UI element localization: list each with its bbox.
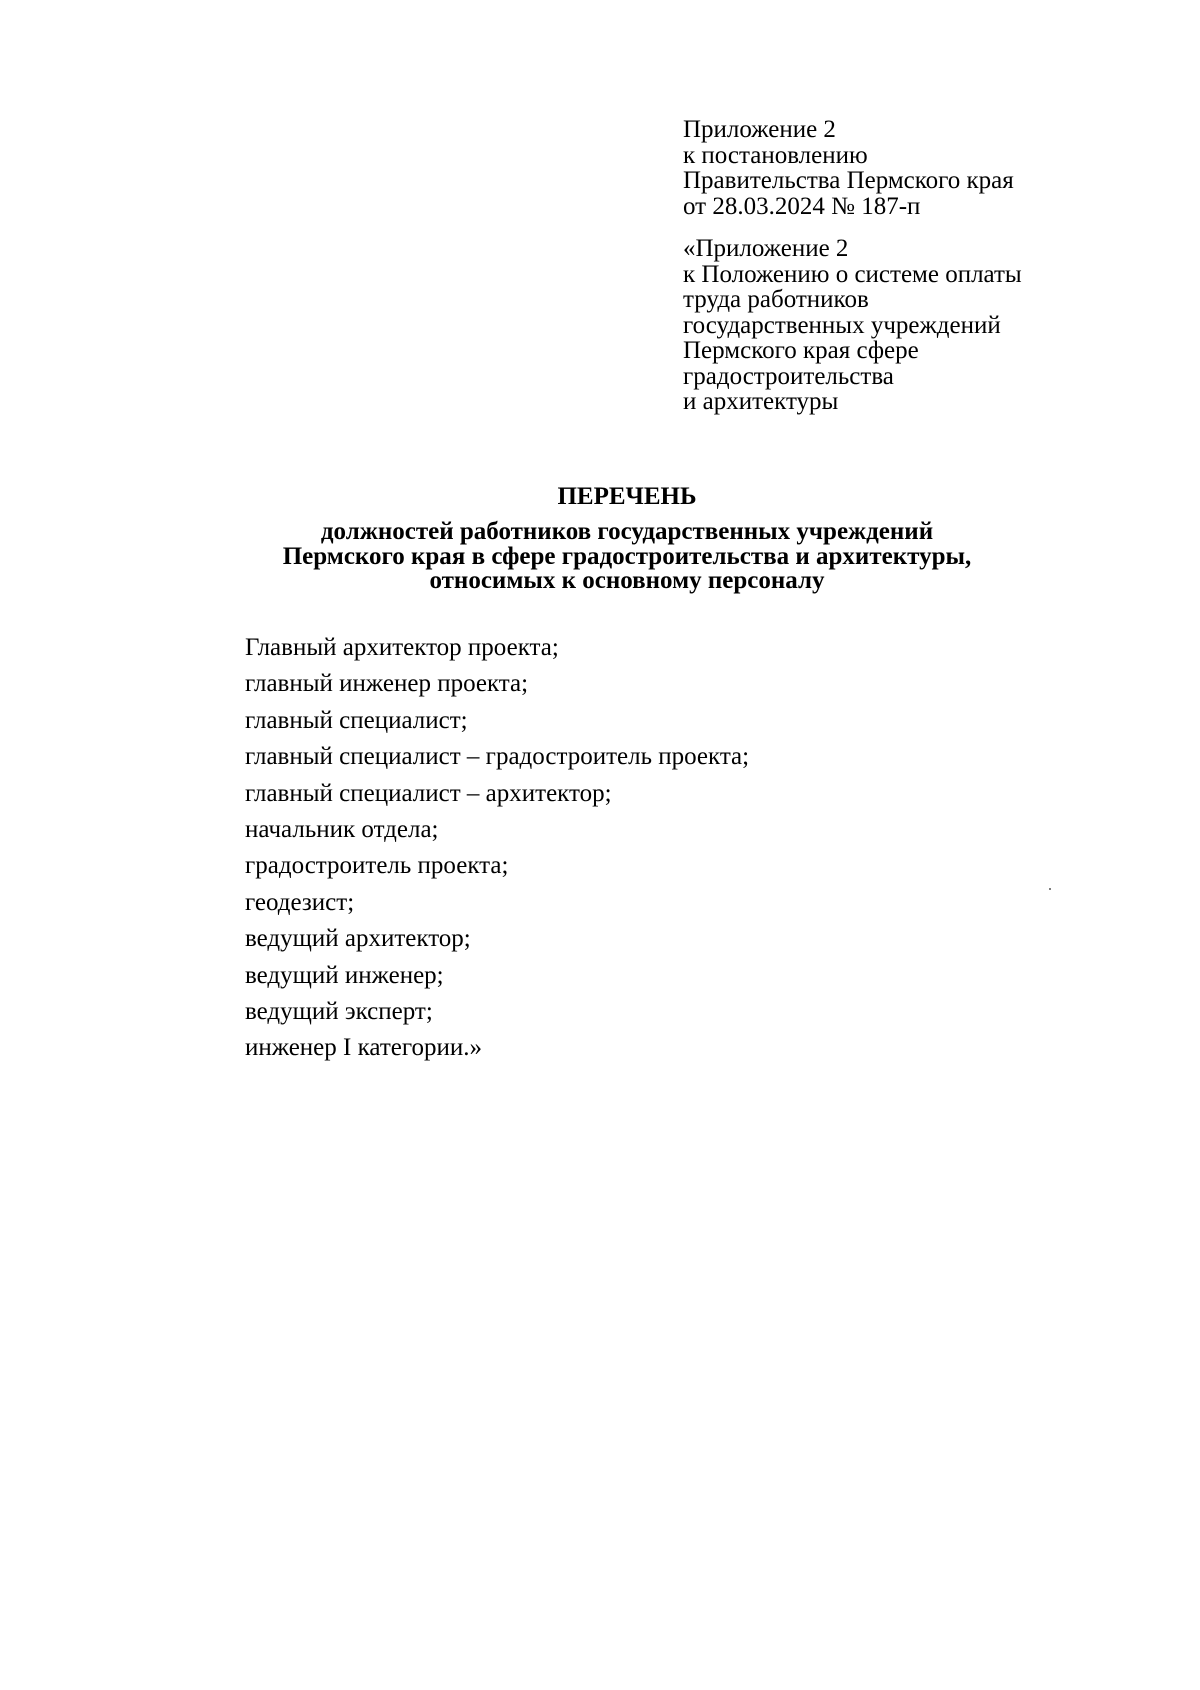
header-line: Правительства Пермского края [683, 167, 1014, 194]
document-title: ПЕРЕЧЕНЬ [557, 483, 697, 510]
position-item: ведущий архитектор; [245, 925, 471, 953]
appendix-line: Пермского края сфере [683, 337, 919, 364]
position-item: главный инженер проекта; [245, 670, 529, 698]
appendix-line: к Положению о системе оплаты [683, 260, 1022, 288]
subtitle-line: относимых к основному персоналу [429, 567, 825, 594]
position-item: геодезист; [245, 888, 355, 916]
position-item: инженер I категории.» [245, 1034, 482, 1062]
subtitle-line: должностей работников государственных учреждений [320, 518, 934, 545]
appendix-reference [683, 236, 1103, 415]
position-item: главный специалист – градостроитель проекта; [245, 743, 750, 771]
appendix-line: градостроительства [683, 362, 894, 390]
position-item: главный специалист; [245, 706, 468, 734]
positions-list [245, 630, 1145, 1067]
position-item: Главный архитектор проекта; [245, 634, 559, 661]
header-line: от 28.03.2024 № 187-п [683, 192, 921, 220]
resolution-reference [683, 117, 1103, 219]
document-subtitle [0, 520, 1200, 594]
appendix-line: «Приложение 2 [683, 235, 849, 262]
appendix-line: и архитектуры [683, 388, 839, 415]
appendix-line: государственных учреждений [683, 311, 1001, 339]
header-line: Приложение 2 [683, 116, 836, 143]
scan-speck [1049, 888, 1051, 890]
position-item: начальник отдела; [245, 816, 439, 844]
position-item: ведущий эксперт; [245, 998, 433, 1026]
position-item: градостроитель проекта; [245, 852, 509, 880]
subtitle-line: Пермского края в сфере градостроительства и архитектуры, [282, 542, 972, 570]
header-line: к постановлению [683, 141, 868, 169]
position-item: ведущий инженер; [245, 961, 444, 989]
appendix-line: труда работников [683, 286, 869, 313]
position-item: главный специалист – архитектор; [245, 779, 612, 807]
